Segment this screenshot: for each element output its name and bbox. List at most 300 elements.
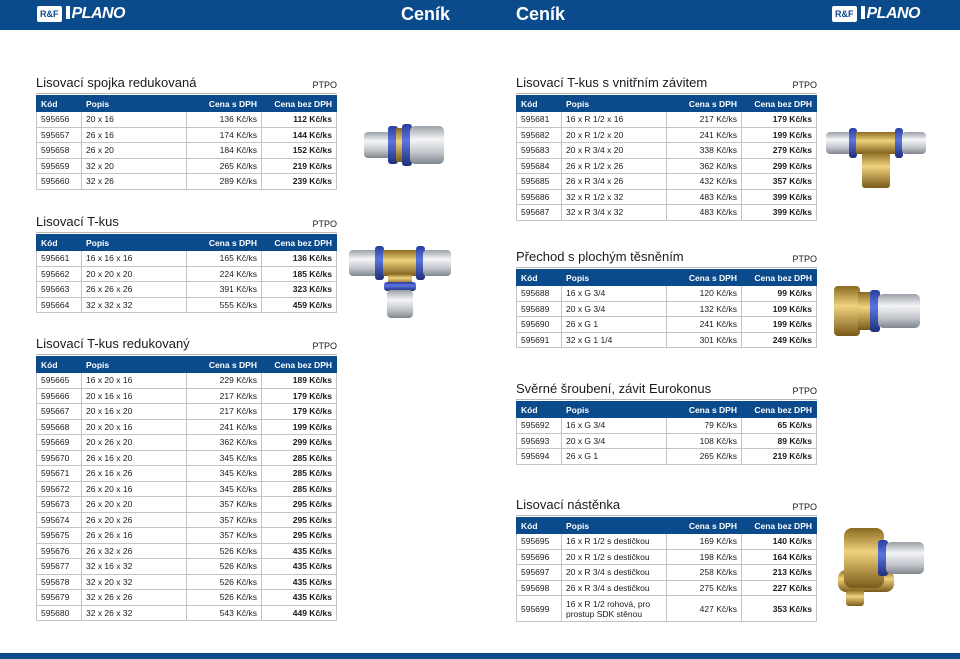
column-header-desc: Popis [82, 357, 187, 373]
price-without-vat: 285 Kč/ks [262, 481, 337, 497]
price-with-vat: 345 Kč/ks [187, 450, 262, 466]
product-code: 595659 [37, 158, 82, 174]
price-with-vat: 338 Kč/ks [667, 143, 742, 159]
column-header-price-novat: Cena bez DPH [262, 235, 337, 251]
table-row [37, 266, 337, 282]
price-with-vat: 427 Kč/ks [667, 596, 742, 622]
product-code: 595671 [37, 466, 82, 482]
column-header-price-vat: Cena s DPH [667, 402, 742, 418]
product-description: 20 x G 3/4 [562, 301, 667, 317]
footer-bar [0, 653, 960, 659]
flat-seal-adapter-icon [830, 280, 926, 342]
price-without-vat: 279 Kč/ks [742, 143, 817, 159]
price-table [516, 401, 817, 465]
product-description: 32 x 20 x 32 [82, 574, 187, 590]
brand-logo-left [37, 4, 125, 24]
section-title: Lisovací T-kus redukovaný [36, 336, 190, 351]
price-without-vat: 99 Kč/ks [742, 286, 817, 302]
price-without-vat: 435 Kč/ks [262, 559, 337, 575]
price-section [36, 333, 337, 621]
price-with-vat: 217 Kč/ks [187, 404, 262, 420]
price-without-vat: 152 Kč/ks [262, 143, 337, 159]
product-description: 32 x 16 x 32 [82, 559, 187, 575]
price-with-vat: 301 Kč/ks [667, 332, 742, 348]
table-row [517, 158, 817, 174]
price-without-vat: 219 Kč/ks [262, 158, 337, 174]
column-header-price-vat: Cena s DPH [187, 357, 262, 373]
price-without-vat: 449 Kč/ks [262, 605, 337, 621]
table-row [37, 559, 337, 575]
price-with-vat: 362 Kč/ks [187, 435, 262, 451]
price-with-vat: 345 Kč/ks [187, 481, 262, 497]
price-with-vat: 483 Kč/ks [667, 205, 742, 221]
product-description: 26 x 26 x 26 [82, 282, 187, 298]
product-code: 595686 [517, 189, 562, 205]
table-row [517, 418, 817, 434]
product-code: 595688 [517, 286, 562, 302]
product-code: 595695 [517, 534, 562, 550]
section-tag: PTPO [312, 341, 337, 351]
product-code: 595673 [37, 497, 82, 513]
price-without-vat: 323 Kč/ks [262, 282, 337, 298]
price-without-vat: 144 Kč/ks [262, 127, 337, 143]
product-description: 26 x G 1 [562, 449, 667, 465]
section-tag: PTPO [792, 386, 817, 396]
product-description: 16 x G 3/4 [562, 418, 667, 434]
price-without-vat: 239 Kč/ks [262, 174, 337, 190]
price-without-vat: 65 Kč/ks [742, 418, 817, 434]
price-with-vat: 229 Kč/ks [187, 373, 262, 389]
brand-logo-right [832, 4, 920, 24]
table-row [517, 580, 817, 596]
product-code: 595675 [37, 528, 82, 544]
product-description: 20 x 26 x 20 [82, 435, 187, 451]
product-code: 595684 [517, 158, 562, 174]
price-without-vat: 179 Kč/ks [262, 388, 337, 404]
column-header-desc: Popis [82, 96, 187, 112]
column-header-code: Kód [517, 402, 562, 418]
table-row [517, 301, 817, 317]
table-row [37, 497, 337, 513]
logo-text: PLANO [861, 5, 921, 23]
section-tag: PTPO [312, 80, 337, 90]
column-header-desc: Popis [562, 402, 667, 418]
product-description: 32 x 20 [82, 158, 187, 174]
price-section [36, 72, 337, 190]
price-with-vat: 543 Kč/ks [187, 605, 262, 621]
product-code: 595681 [517, 112, 562, 128]
price-with-vat: 345 Kč/ks [187, 466, 262, 482]
product-code: 595668 [37, 419, 82, 435]
table-row [517, 596, 817, 622]
threaded-tee-icon [822, 124, 930, 194]
price-without-vat: 136 Kč/ks [262, 251, 337, 267]
table-row [37, 512, 337, 528]
price-without-vat: 199 Kč/ks [742, 317, 817, 333]
table-row [37, 297, 337, 313]
price-without-vat: 299 Kč/ks [262, 435, 337, 451]
column-header-price-novat: Cena bez DPH [262, 357, 337, 373]
product-description: 20 x R 3/4 x 20 [562, 143, 667, 159]
table-row [517, 449, 817, 465]
table-row [517, 174, 817, 190]
price-with-vat: 526 Kč/ks [187, 543, 262, 559]
table-row [37, 590, 337, 606]
section-title: Lisovací T-kus [36, 214, 119, 229]
price-without-vat: 199 Kč/ks [262, 419, 337, 435]
column-header-code: Kód [517, 518, 562, 534]
table-row [37, 481, 337, 497]
price-without-vat: 299 Kč/ks [742, 158, 817, 174]
table-row [37, 404, 337, 420]
product-code: 595692 [517, 418, 562, 434]
header-bar [0, 0, 960, 30]
product-description: 20 x 16 [82, 112, 187, 128]
price-with-vat: 217 Kč/ks [187, 388, 262, 404]
product-code: 595683 [517, 143, 562, 159]
price-with-vat: 357 Kč/ks [187, 528, 262, 544]
product-description: 26 x 26 x 16 [82, 528, 187, 544]
column-header-price-vat: Cena s DPH [187, 235, 262, 251]
table-row [37, 158, 337, 174]
table-row [37, 112, 337, 128]
section-title: Přechod s plochým těsněním [516, 249, 684, 264]
price-with-vat: 136 Kč/ks [187, 112, 262, 128]
table-row [37, 466, 337, 482]
product-description: 16 x G 3/4 [562, 286, 667, 302]
product-code: 595665 [37, 373, 82, 389]
product-code: 595694 [517, 449, 562, 465]
table-header-row [517, 402, 817, 418]
product-description: 32 x 32 x 32 [82, 297, 187, 313]
product-code: 595680 [37, 605, 82, 621]
column-header-desc: Popis [562, 270, 667, 286]
column-header-price-vat: Cena s DPH [667, 96, 742, 112]
price-with-vat: 526 Kč/ks [187, 590, 262, 606]
product-code: 595660 [37, 174, 82, 190]
product-code: 595657 [37, 127, 82, 143]
price-without-vat: 285 Kč/ks [262, 450, 337, 466]
table-row [37, 450, 337, 466]
column-header-code: Kód [37, 235, 82, 251]
product-code: 595697 [517, 565, 562, 581]
price-with-vat: 120 Kč/ks [667, 286, 742, 302]
price-with-vat: 224 Kč/ks [187, 266, 262, 282]
product-description: 20 x 20 x 20 [82, 266, 187, 282]
price-with-vat: 432 Kč/ks [667, 174, 742, 190]
table-header-row [517, 270, 817, 286]
reducer-coupling-icon [360, 118, 450, 172]
price-table [516, 517, 817, 622]
price-with-vat: 108 Kč/ks [667, 433, 742, 449]
product-description: 26 x G 1 [562, 317, 667, 333]
product-code: 595682 [517, 127, 562, 143]
price-without-vat: 213 Kč/ks [742, 565, 817, 581]
product-code: 595670 [37, 450, 82, 466]
price-with-vat: 526 Kč/ks [187, 559, 262, 575]
product-code: 595691 [517, 332, 562, 348]
section-title: Lisovací spojka redukovaná [36, 75, 197, 90]
section-header [516, 494, 817, 516]
product-code: 595661 [37, 251, 82, 267]
product-description: 20 x G 3/4 [562, 433, 667, 449]
column-header-code: Kód [37, 357, 82, 373]
section-tag: PTPO [792, 80, 817, 90]
table-row [37, 127, 337, 143]
price-with-vat: 357 Kč/ks [187, 497, 262, 513]
product-description: 20 x 16 x 16 [82, 388, 187, 404]
product-description: 26 x 20 x 16 [82, 481, 187, 497]
price-without-vat: 295 Kč/ks [262, 512, 337, 528]
product-description: 26 x R 1/2 x 26 [562, 158, 667, 174]
price-with-vat: 526 Kč/ks [187, 574, 262, 590]
table-row [37, 373, 337, 389]
price-with-vat: 265 Kč/ks [667, 449, 742, 465]
price-table [516, 95, 817, 221]
price-with-vat: 79 Kč/ks [667, 418, 742, 434]
price-without-vat: 435 Kč/ks [262, 590, 337, 606]
product-code: 595663 [37, 282, 82, 298]
product-description: 20 x R 3/4 s destičkou [562, 565, 667, 581]
column-header-price-novat: Cena bez DPH [742, 402, 817, 418]
product-code: 595662 [37, 266, 82, 282]
price-with-vat: 357 Kč/ks [187, 512, 262, 528]
table-row [517, 332, 817, 348]
price-with-vat: 265 Kč/ks [187, 158, 262, 174]
product-description: 16 x R 1/2 x 16 [562, 112, 667, 128]
table-row [517, 112, 817, 128]
product-code: 595679 [37, 590, 82, 606]
price-with-vat: 391 Kč/ks [187, 282, 262, 298]
column-header-price-vat: Cena s DPH [667, 270, 742, 286]
table-row [517, 317, 817, 333]
column-header-price-vat: Cena s DPH [187, 96, 262, 112]
table-row [517, 127, 817, 143]
product-code: 595676 [37, 543, 82, 559]
product-description: 20 x 20 x 16 [82, 419, 187, 435]
column-header-price-novat: Cena bez DPH [742, 270, 817, 286]
price-table [36, 356, 337, 621]
section-tag: PTPO [792, 502, 817, 512]
product-code: 595667 [37, 404, 82, 420]
column-header-desc: Popis [562, 518, 667, 534]
product-code: 595656 [37, 112, 82, 128]
column-header-desc: Popis [562, 96, 667, 112]
table-row [517, 286, 817, 302]
table-row [37, 143, 337, 159]
product-description: 20 x R 1/2 s destičkou [562, 549, 667, 565]
product-code: 595699 [517, 596, 562, 622]
product-description: 26 x R 3/4 s destičkou [562, 580, 667, 596]
product-code: 595696 [517, 549, 562, 565]
product-code: 595693 [517, 433, 562, 449]
logo-badge: R&F [37, 6, 62, 22]
product-description: 26 x 16 [82, 127, 187, 143]
product-description: 32 x 26 x 26 [82, 590, 187, 606]
price-section [516, 72, 817, 221]
price-table [36, 234, 337, 313]
price-with-vat: 184 Kč/ks [187, 143, 262, 159]
column-header-code: Kód [517, 270, 562, 286]
column-header-price-novat: Cena bez DPH [742, 96, 817, 112]
price-without-vat: 357 Kč/ks [742, 174, 817, 190]
column-header-price-novat: Cena bez DPH [742, 518, 817, 534]
section-header [36, 211, 337, 233]
section-tag: PTPO [792, 254, 817, 264]
product-code: 595672 [37, 481, 82, 497]
page-title-right: Ceník [516, 4, 566, 24]
price-without-vat: 112 Kč/ks [262, 112, 337, 128]
product-description: 26 x 16 x 20 [82, 450, 187, 466]
table-row [517, 565, 817, 581]
price-section [516, 378, 817, 465]
product-description: 32 x R 1/2 x 32 [562, 189, 667, 205]
table-row [37, 574, 337, 590]
price-table [36, 95, 337, 190]
price-without-vat: 199 Kč/ks [742, 127, 817, 143]
product-description: 26 x 20 x 26 [82, 512, 187, 528]
section-header [36, 333, 337, 355]
price-without-vat: 189 Kč/ks [262, 373, 337, 389]
table-header-row [517, 518, 817, 534]
section-title: Lisovací nástěnka [516, 497, 621, 512]
product-description: 16 x 20 x 16 [82, 373, 187, 389]
section-title: Lisovací T-kus s vnitřním závitem [516, 75, 708, 90]
product-description: 16 x R 1/2 rohová, pro prostup SDK stěnou [562, 596, 667, 622]
product-code: 595669 [37, 435, 82, 451]
product-code: 595689 [517, 301, 562, 317]
price-without-vat: 227 Kč/ks [742, 580, 817, 596]
price-without-vat: 399 Kč/ks [742, 189, 817, 205]
price-without-vat: 285 Kč/ks [262, 466, 337, 482]
price-with-vat: 169 Kč/ks [667, 534, 742, 550]
product-code: 595678 [37, 574, 82, 590]
price-with-vat: 217 Kč/ks [667, 112, 742, 128]
table-header-row [517, 96, 817, 112]
product-description: 16 x 16 x 16 [82, 251, 187, 267]
product-code: 595685 [517, 174, 562, 190]
price-with-vat: 555 Kč/ks [187, 297, 262, 313]
column-header-desc: Popis [82, 235, 187, 251]
price-section [516, 246, 817, 348]
table-row [517, 549, 817, 565]
table-row [37, 543, 337, 559]
price-table [516, 269, 817, 348]
product-description: 26 x 32 x 26 [82, 543, 187, 559]
price-without-vat: 399 Kč/ks [742, 205, 817, 221]
price-with-vat: 132 Kč/ks [667, 301, 742, 317]
price-with-vat: 241 Kč/ks [667, 127, 742, 143]
price-with-vat: 198 Kč/ks [667, 549, 742, 565]
price-without-vat: 249 Kč/ks [742, 332, 817, 348]
product-code: 595666 [37, 388, 82, 404]
price-without-vat: 140 Kč/ks [742, 534, 817, 550]
logo-badge: R&F [832, 6, 857, 22]
page-title-left: Ceník [401, 4, 451, 24]
price-section [36, 211, 337, 313]
product-code: 595674 [37, 512, 82, 528]
product-description: 20 x R 1/2 x 20 [562, 127, 667, 143]
column-header-code: Kód [517, 96, 562, 112]
product-description: 16 x R 1/2 s destičkou [562, 534, 667, 550]
product-description: 32 x 26 x 32 [82, 605, 187, 621]
price-without-vat: 179 Kč/ks [742, 112, 817, 128]
price-with-vat: 258 Kč/ks [667, 565, 742, 581]
price-without-vat: 353 Kč/ks [742, 596, 817, 622]
table-row [37, 435, 337, 451]
column-header-price-novat: Cena bez DPH [262, 96, 337, 112]
section-header [36, 72, 337, 94]
price-with-vat: 241 Kč/ks [667, 317, 742, 333]
product-description: 32 x 26 [82, 174, 187, 190]
section-header [516, 378, 817, 400]
product-description: 26 x 16 x 26 [82, 466, 187, 482]
price-with-vat: 362 Kč/ks [667, 158, 742, 174]
product-code: 595690 [517, 317, 562, 333]
column-header-code: Kód [37, 96, 82, 112]
tee-fitting-icon [345, 240, 455, 322]
table-row [37, 282, 337, 298]
product-description: 20 x 16 x 20 [82, 404, 187, 420]
product-description: 32 x G 1 1/4 [562, 332, 667, 348]
price-without-vat: 185 Kč/ks [262, 266, 337, 282]
section-header [516, 246, 817, 268]
price-with-vat: 289 Kč/ks [187, 174, 262, 190]
product-code: 595677 [37, 559, 82, 575]
price-with-vat: 241 Kč/ks [187, 419, 262, 435]
table-row [37, 388, 337, 404]
table-row [37, 528, 337, 544]
table-row [37, 419, 337, 435]
price-section [516, 494, 817, 622]
wall-plate-elbow-icon [830, 520, 930, 612]
product-description: 26 x R 3/4 x 26 [562, 174, 667, 190]
price-without-vat: 179 Kč/ks [262, 404, 337, 420]
table-row [37, 174, 337, 190]
table-row [37, 251, 337, 267]
product-code: 595664 [37, 297, 82, 313]
table-header-row [37, 357, 337, 373]
product-description: 26 x 20 x 20 [82, 497, 187, 513]
product-code: 595687 [517, 205, 562, 221]
price-without-vat: 435 Kč/ks [262, 543, 337, 559]
price-without-vat: 89 Kč/ks [742, 433, 817, 449]
price-with-vat: 165 Kč/ks [187, 251, 262, 267]
price-without-vat: 164 Kč/ks [742, 549, 817, 565]
table-row [517, 143, 817, 159]
price-without-vat: 295 Kč/ks [262, 528, 337, 544]
column-header-price-vat: Cena s DPH [667, 518, 742, 534]
table-row [517, 534, 817, 550]
price-without-vat: 435 Kč/ks [262, 574, 337, 590]
section-title: Svěrné šroubení, závit Eurokonus [516, 381, 712, 396]
product-description: 32 x R 3/4 x 32 [562, 205, 667, 221]
table-row [517, 433, 817, 449]
product-description: 26 x 20 [82, 143, 187, 159]
price-without-vat: 219 Kč/ks [742, 449, 817, 465]
price-without-vat: 295 Kč/ks [262, 497, 337, 513]
price-without-vat: 109 Kč/ks [742, 301, 817, 317]
table-header-row [37, 96, 337, 112]
product-code: 595698 [517, 580, 562, 596]
price-with-vat: 174 Kč/ks [187, 127, 262, 143]
table-row [517, 189, 817, 205]
price-with-vat: 483 Kč/ks [667, 189, 742, 205]
product-code: 595658 [37, 143, 82, 159]
table-header-row [37, 235, 337, 251]
logo-text: PLANO [66, 5, 126, 23]
price-with-vat: 275 Kč/ks [667, 580, 742, 596]
